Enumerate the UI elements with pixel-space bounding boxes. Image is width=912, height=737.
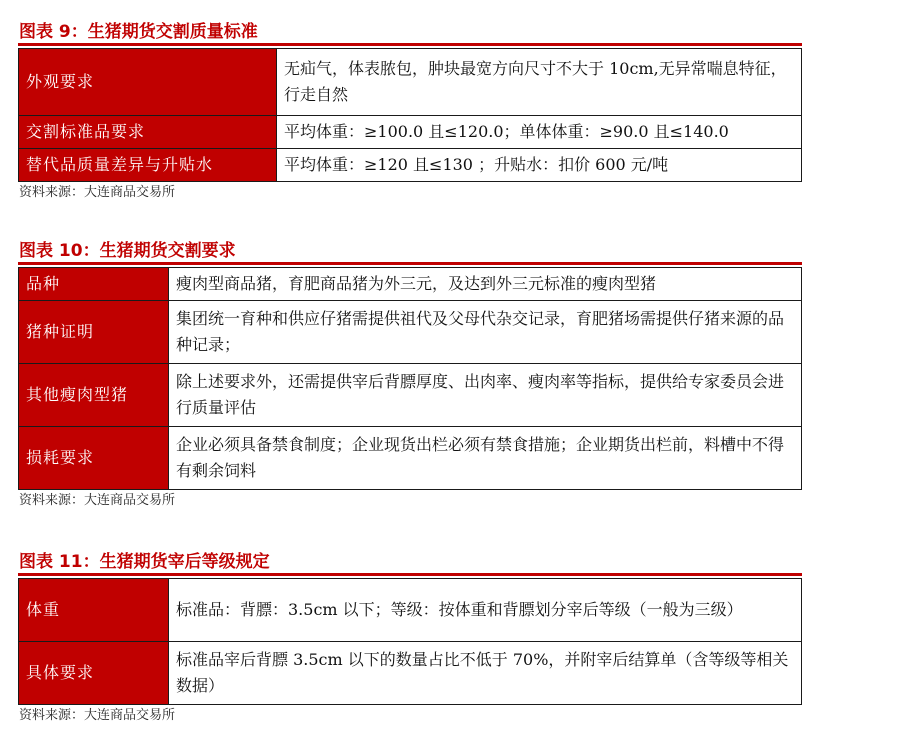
table-row — [19, 301, 802, 364]
delivery-requirements-table — [18, 267, 802, 490]
row-value: 标准品：背膘：3.5cm 以下；等级：按体重和背膘划分宰后等级（一般为三级） — [169, 579, 802, 642]
row-value: 瘦肉型商品猪，育肥商品猪为外三元，及达到外三元标准的瘦肉型猪 — [169, 268, 802, 301]
grading-rules-table — [18, 578, 802, 705]
row-value: 集团统一育种和供应仔猪需提供祖代及父母代杂交记录，育肥猪场需提供仔猪来源的品种记录； — [169, 301, 802, 364]
row-label: 损耗要求 — [19, 427, 169, 490]
source-note: 资料来源：大连商品交易所 — [19, 708, 176, 723]
row-value: 平均体重：≥120 且≤130 ；升贴水：扣价 600 元/吨 — [277, 149, 802, 182]
row-label: 品种 — [19, 268, 169, 301]
row-label: 交割标准品要求 — [19, 116, 277, 149]
row-label: 猪种证明 — [19, 301, 169, 364]
row-label: 体重 — [19, 579, 169, 642]
table-row — [19, 49, 802, 116]
row-value: 平均体重：≥100.0 且≤120.0；单体体重：≥90.0 且≤140.0 — [277, 116, 802, 149]
table-row — [19, 364, 802, 427]
source-note: 资料来源：大连商品交易所 — [19, 493, 176, 508]
table-row — [19, 642, 802, 705]
table-row — [19, 268, 802, 301]
row-value: 标准品宰后背膘 3.5cm 以下的数量占比不低于 70%，并附宰后结算单（含等级等相关数据） — [169, 642, 802, 705]
table-row — [19, 116, 802, 149]
quality-standard-table — [18, 48, 802, 182]
delivery-requirements-section — [18, 239, 802, 510]
table-row — [19, 427, 802, 490]
table-row — [19, 149, 802, 182]
row-value: 企业必须具备禁食制度；企业现货出栏必须有禁食措施；企业期货出栏前，料槽中不得有剩余饲料 — [169, 427, 802, 490]
source-note: 资料来源：大连商品交易所 — [19, 185, 176, 200]
quality-standard-section — [18, 20, 802, 202]
row-value: 除上述要求外，还需提供宰后背膘厚度、出肉率、瘦肉率等指标，提供给专家委员会进行质量评估 — [169, 364, 802, 427]
row-label: 具体要求 — [19, 642, 169, 705]
row-value: 无疝气，体表脓包，肿块最宽方向尺寸不大于 10cm,无异常喘息特征，行走自然 — [277, 49, 802, 116]
row-label: 其他瘦肉型猪 — [19, 364, 169, 427]
grading-rules-section — [18, 550, 802, 725]
figure-title: 图表 10：生猪期货交割要求 — [18, 239, 802, 265]
table-row — [19, 579, 802, 642]
row-label: 替代品质量差异与升贴水 — [19, 149, 277, 182]
figure-title: 图表 9：生猪期货交割质量标准 — [18, 20, 802, 46]
row-label: 外观要求 — [19, 49, 277, 116]
figure-title: 图表 11：生猪期货宰后等级规定 — [18, 550, 802, 576]
